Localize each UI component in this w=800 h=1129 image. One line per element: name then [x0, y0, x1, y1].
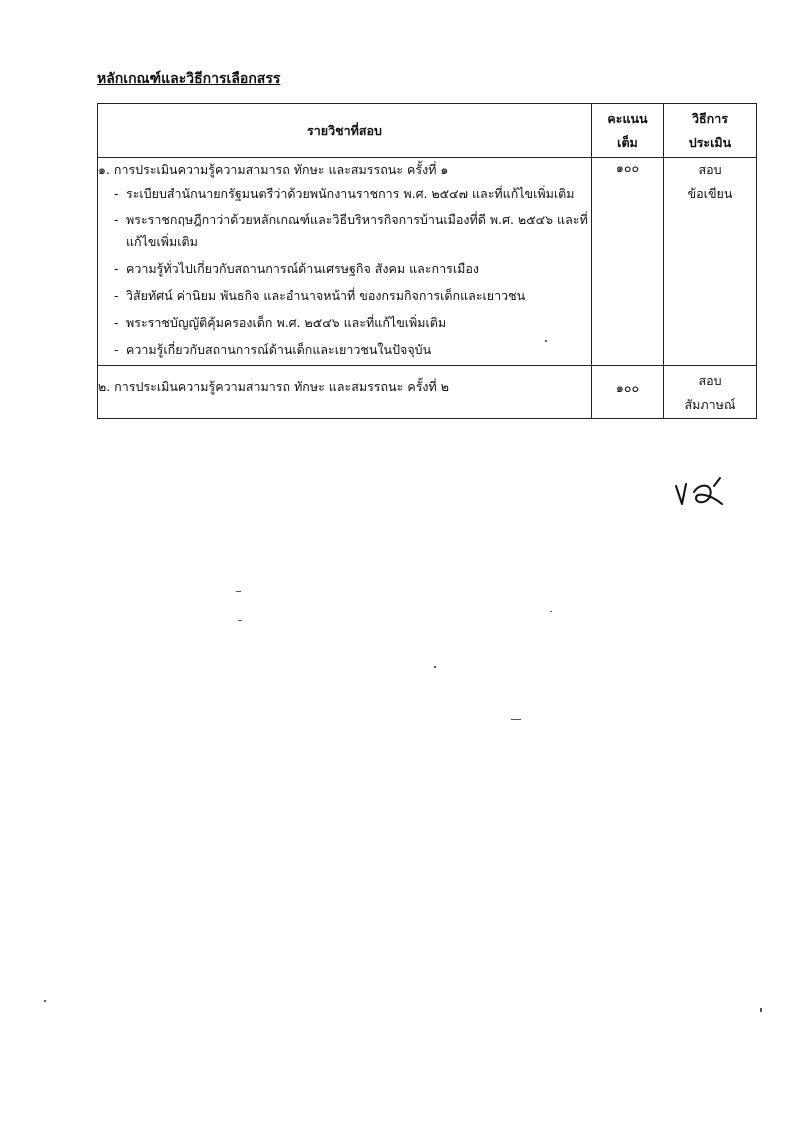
subject-list	[98, 182, 591, 361]
table-row	[98, 158, 757, 366]
list-item	[114, 182, 591, 205]
page-heading: หลักเกณฑ์และวิธีการเลือกสรร	[97, 71, 281, 87]
method-line1: สอบ	[698, 373, 722, 388]
subject-cell	[98, 366, 592, 419]
list-marker: -	[114, 342, 119, 357]
table-row	[98, 366, 757, 419]
row-title: ๑. การประเมินความรู้ความสามารถ ทักษะ และสมรรถนะ ครั้งที่ ๑	[98, 162, 449, 177]
scan-speck	[511, 719, 521, 720]
list-marker: -	[114, 288, 119, 303]
scan-speck	[434, 666, 436, 668]
list-item-text: พระราชกฤษฎีกาว่าด้วยหลักเกณฑ์และวิธีบริหารกิจการบ้านเมืองที่ดี พ.ศ. ๒๕๔๖ และที่แก้ไขเพิ่มเติม	[126, 212, 588, 249]
list-item-text: ความรู้เกี่ยวกับสถานการณ์ด้านเด็กและเยาวชนในปัจจุบัน	[126, 342, 432, 357]
method-cell	[664, 158, 757, 366]
header-full-score	[592, 104, 664, 158]
list-item	[114, 311, 591, 334]
list-item	[114, 284, 591, 307]
list-item	[114, 257, 591, 280]
list-marker: -	[114, 261, 119, 276]
header-method	[664, 104, 757, 158]
list-item	[114, 209, 591, 253]
list-item-text: ความรู้ทั่วไปเกี่ยวกับสถานการณ์ด้านเศรษฐกิจ สังคม และการเมือง	[126, 261, 479, 276]
scan-speck	[760, 1008, 762, 1012]
full-score-value: ๑๐๐	[615, 380, 640, 395]
scan-speck	[550, 611, 552, 612]
scan-speck	[545, 340, 547, 342]
method-line1: สอบ	[698, 162, 722, 177]
header-method-line2: ประเมิน	[688, 134, 732, 150]
list-marker: -	[114, 186, 119, 201]
method-line2: ข้อเขียน	[687, 186, 733, 201]
method-line2: สัมภาษณ์	[684, 397, 736, 412]
full-score-value: ๑๐๐	[615, 160, 640, 175]
subject-cell	[98, 158, 592, 366]
header-score-line1: คะแนน	[607, 110, 648, 126]
list-item-text: ระเบียบสำนักนายกรัฐมนตรีว่าด้วยพนักงานราชการ พ.ศ. ๒๕๔๗ และที่แก้ไขเพิ่มเติม	[126, 186, 575, 201]
selection-criteria-table	[97, 103, 757, 419]
scan-speck	[236, 591, 241, 592]
scan-speck	[238, 620, 242, 621]
header-method-line1: วิธีการ	[692, 110, 728, 126]
header-subject: รายวิชาที่สอบ	[98, 104, 592, 158]
list-item	[114, 338, 591, 361]
table-header-row	[98, 104, 757, 158]
handwritten-signature	[670, 474, 730, 514]
score-cell	[592, 158, 664, 366]
scan-speck	[44, 1000, 46, 1002]
score-cell	[592, 366, 664, 419]
header-score-line2: เต็ม	[617, 134, 638, 150]
list-item-text: วิสัยทัศน์ ค่านิยม พันธกิจ และอำนาจหน้าที่ ของกรมกิจการเด็กและเยาวชน	[126, 288, 526, 303]
row-title: ๒. การประเมินความรู้ความสามารถ ทักษะ และสมรรถนะ ครั้งที่ ๒	[98, 379, 449, 394]
list-marker: -	[114, 212, 119, 227]
list-marker: -	[114, 315, 119, 330]
list-item-text: พระราชบัญญัติคุ้มครองเด็ก พ.ศ. ๒๕๔๖ และที่แก้ไขเพิ่มเติม	[126, 315, 447, 330]
method-cell	[664, 366, 757, 419]
